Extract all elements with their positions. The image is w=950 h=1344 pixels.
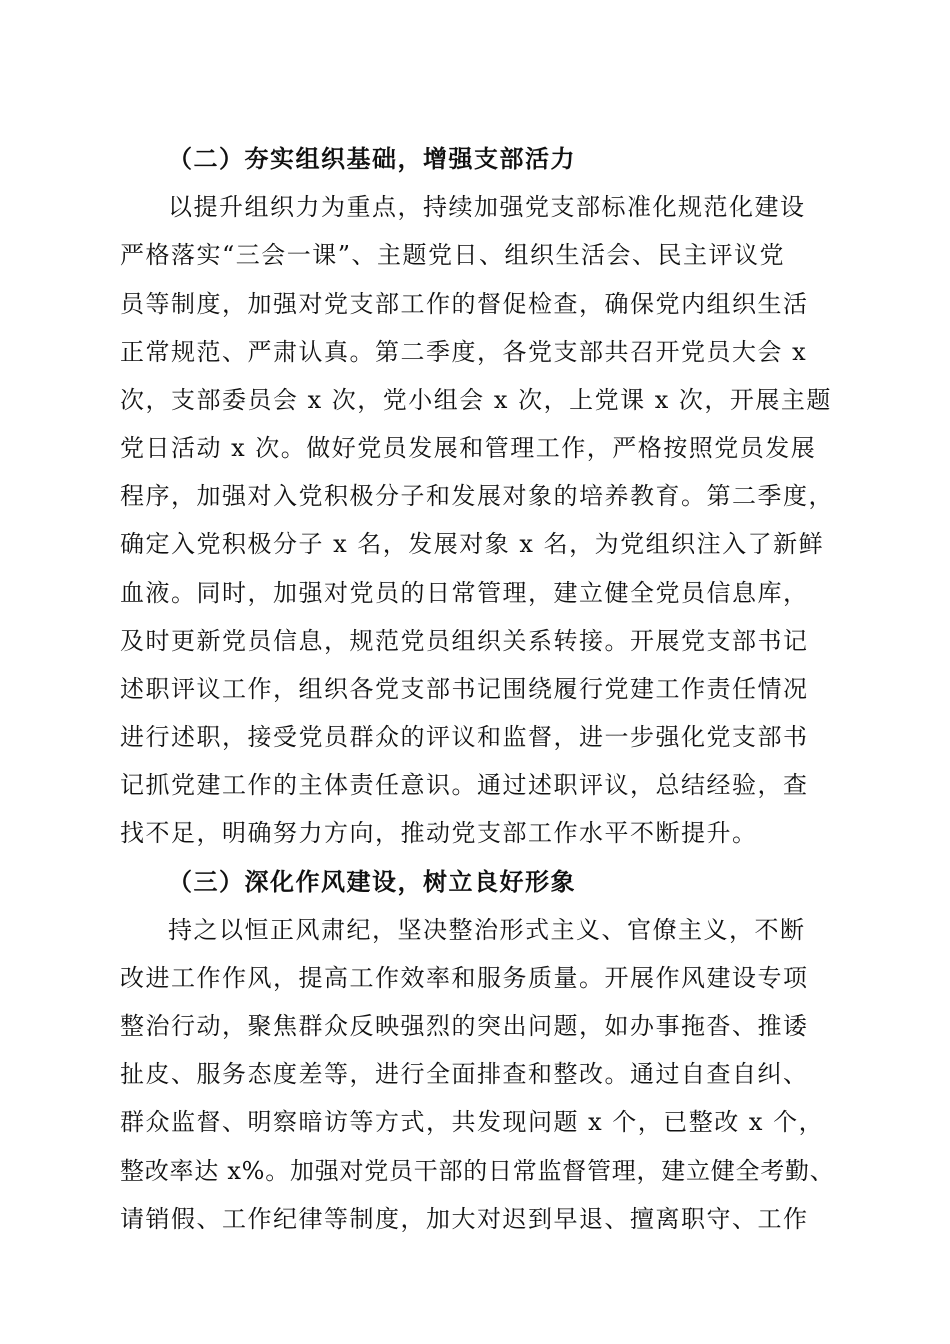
section-heading-2: （二）夯实组织基础，增强支部活力 [168,144,576,173]
paragraph-line: 群众监督、明察暗访等方式，共发现问题 x 个，已整改 x 个， [120,1108,825,1136]
paragraph-line: 改进工作作风，提高工作效率和服务质量。开展作风建设专项 [120,964,809,992]
paragraph-line: 持之以恒正风肃纪，坚决整治形式主义、官僚主义，不断 [168,916,806,944]
paragraph-line: 程序，加强对入党积极分子和发展对象的培养教育。第二季度， [120,482,834,510]
paragraph-line: 以提升组织力为重点，持续加强党支部标准化规范化建设 [168,193,806,221]
paragraph-line: 血液。同时，加强对党员的日常管理，建立健全党员信息库， [120,579,809,607]
paragraph-line: 整改率达 x%。加强对党员干部的日常监督管理，建立健全考勤、 [120,1157,835,1185]
paragraph-line: 扯皮、服务态度差等，进行全面排查和整改。通过自查自纠、 [120,1060,809,1088]
paragraph-line: 找不足，明确努力方向，推动党支部工作水平不断提升。 [120,819,758,847]
paragraph-line: 党日活动 x 次。做好党员发展和管理工作，严格按照党员发展 [120,434,817,462]
paragraph-line: 严格落实“三会一课”、主题党日、组织生活会、民主评议党 [120,241,786,269]
paragraph-line: 及时更新党员信息，规范党员组织关系转接。开展党支部书记 [120,627,809,655]
paragraph-line: 述职评议工作，组织各党支部书记围绕履行党建工作责任情况 [120,675,809,703]
paragraph-line: 正常规范、严肃认真。第二季度，各党支部共召开党员大会 x [120,338,808,366]
paragraph-line: 请销假、工作纪律等制度，加大对迟到早退、擅离职守、工作 [120,1205,809,1233]
paragraph-line: 确定入党积极分子 x 名，发展对象 x 名，为党组织注入了新鲜 [120,530,825,558]
paragraph-line: 员等制度，加强对党支部工作的督促检查，确保党内组织生活 [120,290,809,318]
paragraph-line: 进行述职，接受党员群众的评议和监督，进一步强化党支部书 [120,723,809,751]
paragraph-line: 整治行动，聚焦群众反映强烈的突出问题，如办事拖沓、推诿 [120,1012,809,1040]
paragraph-line: 次，支部委员会 x 次，党小组会 x 次，上党课 x 次，开展主题 [120,386,832,414]
paragraph-line: 记抓党建工作的主体责任意识。通过述职评议，总结经验，查 [120,771,809,799]
section-heading-3: （三）深化作风建设，树立良好形象 [168,867,576,896]
